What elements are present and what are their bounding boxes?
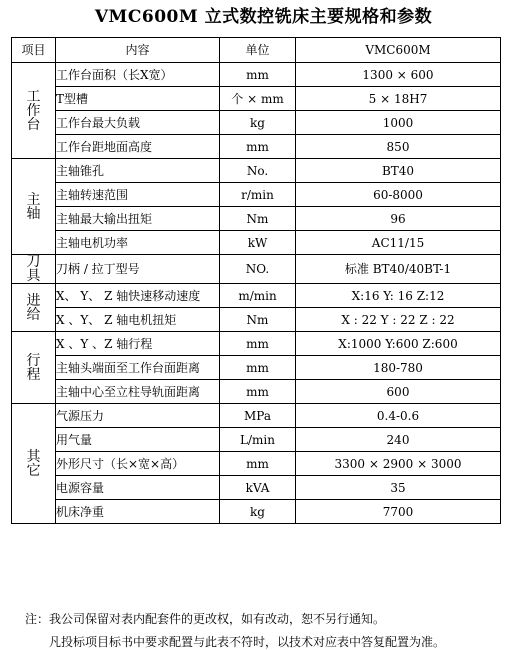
param-name-cell: 气源压力 [56,404,220,428]
param-unit-cell: mm [220,135,296,159]
category-label: 主 轴 [26,191,41,222]
spec-table [11,37,501,524]
header-value: VMC600M [296,38,501,63]
category-label: 刀 具 [26,254,41,284]
param-value-cell: 1300 × 600 [296,63,501,87]
param-name-cell: X 、Y、 Z 轴电机扭矩 [56,308,220,332]
param-name-cell: 主轴中心至立柱导轨面距离 [56,380,220,404]
param-value-cell: 35 [296,476,501,500]
category-cell [12,284,56,332]
param-value-cell: 标准 BT40/40BT-1 [296,255,501,284]
param-unit-cell: 个 × mm [220,87,296,111]
param-unit-cell: kg [220,111,296,135]
param-value-cell: 600 [296,380,501,404]
category-label: 其 它 [26,448,41,479]
param-unit-cell: L/min [220,428,296,452]
category-label: 工 作 台 [26,88,41,133]
param-name-cell: T型槽 [56,87,220,111]
param-name-cell: 刀柄 / 拉丁型号 [56,255,220,284]
param-name-cell: 主轴转速范围 [56,183,220,207]
header-category: 项目 [12,38,56,63]
table-row [12,500,501,524]
param-value-cell: 3300 × 2900 × 3000 [296,452,501,476]
param-unit-cell: mm [220,332,296,356]
category-cell [12,255,56,284]
table-row [12,332,501,356]
param-unit-cell: mm [220,356,296,380]
table-row [12,255,501,284]
table-row [12,207,501,231]
param-value-cell: 5 × 18H7 [296,87,501,111]
table-row [12,159,501,183]
param-value-cell: 180-780 [296,356,501,380]
table-row [12,135,501,159]
table-row [12,428,501,452]
table-row [12,183,501,207]
param-value-cell: BT40 [296,159,501,183]
param-name-cell: 主轴锥孔 [56,159,220,183]
param-name-cell: 工作台最大负载 [56,111,220,135]
category-cell [12,63,56,159]
param-value-cell: 60-8000 [296,183,501,207]
table-row [12,404,501,428]
table-row [12,476,501,500]
table-header-row [12,38,501,63]
param-value-cell: X:1000 Y:600 Z:600 [296,332,501,356]
param-value-cell: 1000 [296,111,501,135]
param-unit-cell: MPa [220,404,296,428]
category-label: 行 程 [26,352,41,383]
category-label: 进 给 [26,292,41,323]
table-row [12,231,501,255]
param-name-cell: 主轴最大输出扭矩 [56,207,220,231]
footnote-1: 注：我公司保留对表内配套件的更改权，如有改动，恕不另行通知。 [25,612,386,626]
param-name-cell: 电源容量 [56,476,220,500]
param-value-cell: 0.4-0.6 [296,404,501,428]
param-unit-cell: Nm [220,207,296,231]
table-row [12,380,501,404]
param-name-cell: 用气量 [56,428,220,452]
param-value-cell: 7700 [296,500,501,524]
param-name-cell: 工作台面积（长X宽） [56,63,220,87]
page-title: VMC600M 立式数控铣床主要规格和参数 [94,7,433,27]
param-value-cell: 850 [296,135,501,159]
param-value-cell: X:16 Y: 16 Z:12 [296,284,501,308]
param-unit-cell: NO. [220,255,296,284]
param-unit-cell: mm [220,452,296,476]
param-unit-cell: kW [220,231,296,255]
param-name-cell: 工作台距地面高度 [56,135,220,159]
param-unit-cell: r/min [220,183,296,207]
header-content: 内容 [56,38,220,63]
param-name-cell: X、 Y、 Z 轴快速移动速度 [56,284,220,308]
param-value-cell: X : 22 Y : 22 Z : 22 [296,308,501,332]
category-cell [12,332,56,404]
param-value-cell: AC11/15 [296,231,501,255]
category-cell [12,404,56,524]
param-name-cell: 主轴头端面至工作台面距离 [56,356,220,380]
table-row [12,284,501,308]
param-unit-cell: kVA [220,476,296,500]
param-unit-cell: mm [220,380,296,404]
spec-table-body [12,63,501,524]
table-row [12,452,501,476]
table-row [12,87,501,111]
footnote-2: 凡投标项目标书中要求配置与此表不符时，以技术对应表中答复配置为准。 [49,635,446,649]
param-unit-cell: mm [220,63,296,87]
param-name-cell: X 、Y 、Z 轴行程 [56,332,220,356]
param-name-cell: 外形尺寸（长×宽×高） [56,452,220,476]
param-value-cell: 240 [296,428,501,452]
header-unit: 单位 [220,38,296,63]
param-value-cell: 96 [296,207,501,231]
table-row [12,63,501,87]
param-name-cell: 主轴电机功率 [56,231,220,255]
param-unit-cell: kg [220,500,296,524]
param-unit-cell: Nm [220,308,296,332]
table-row [12,356,501,380]
category-cell [12,159,56,255]
param-name-cell: 机床净重 [56,500,220,524]
table-row [12,111,501,135]
table-row [12,308,501,332]
param-unit-cell: No. [220,159,296,183]
param-unit-cell: m/min [220,284,296,308]
